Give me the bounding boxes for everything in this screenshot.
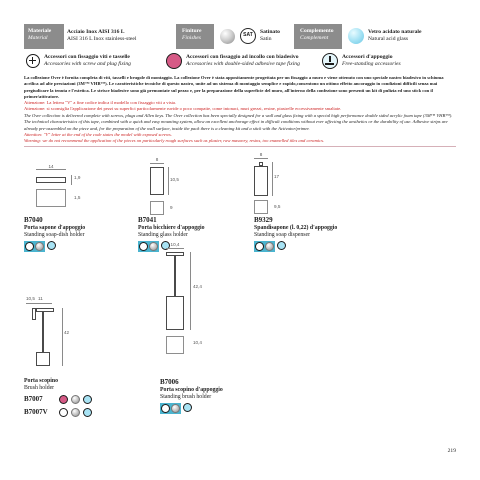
complement-panel [342, 24, 456, 49]
product-code: B7041 [138, 216, 157, 224]
description-it: La collezione Over è fornita completa di viti, tasselli e brugole di montaggio. La collezione Over è stata appositamente progettata per un fissaggio a muro e viene ottenuto con uno speciale nastro biadesivo in schiuma acrilica ad alte prestazioni (3M™ VHB™). Le caratteristiche tecniche di questo nastro, unite ad un sistema di montaggio semplice e rapido,consentono un ottimo effetto ancoraggio in condizioni difficili senza mai pregiudicare la tenuta e l'estetica. Le strisce biadesive sono già premontate sul pezzo e, per la preparazione della superficie del muro, all'interno della confezione sono presenti un kit di pulizia ed uno stick con il primer/attivatore. [24, 75, 444, 99]
product-b7007 [24, 395, 134, 404]
soap-dish-profile [36, 177, 66, 183]
product-name-en: Standing glass holder [138, 232, 188, 238]
chrome-swatch-icon [71, 395, 80, 404]
adhesive-icon [59, 395, 68, 404]
free-standing-icon [322, 53, 338, 69]
dim-line-width [254, 158, 268, 159]
product-badges [24, 241, 134, 252]
product-name: Porta bicchiere d'appoggio [138, 225, 205, 231]
material-label-it: Materiale [28, 28, 52, 34]
product-name-en: Brush holder [24, 385, 55, 391]
product-code: B9329 [254, 216, 273, 224]
glass-swatch-icon [183, 403, 192, 412]
glass-holder-profile [150, 167, 164, 195]
dim-width-label: 14 [48, 164, 54, 169]
screw-fixing-icon [26, 54, 40, 68]
drawing-b7041 [150, 155, 250, 215]
mounting-adhesive-title: Accessori con fissaggio ad incollo con biadesivo [186, 54, 299, 60]
complement-label [300, 28, 334, 42]
dim-height-label: 1,9 [74, 175, 81, 180]
glass-swatch-icon [47, 241, 56, 250]
glass-swatch-icon [83, 395, 92, 404]
product-name: Porta scopino d'appoggio [160, 387, 223, 393]
product-code: B7007 [24, 395, 43, 403]
dim-width-label: 10,5 [26, 296, 35, 301]
product-b7006 [160, 378, 290, 414]
complement-text [368, 29, 421, 43]
product-code-row [24, 408, 134, 417]
mounting-legend [24, 53, 456, 69]
complement-label-en: Complement [300, 35, 329, 41]
dispenser-top-view [254, 200, 268, 214]
finish-label [182, 28, 201, 42]
dim-height-label: 42,4 [193, 284, 202, 289]
dim-width-label: 8 [155, 157, 159, 162]
product-badges [254, 241, 384, 252]
finish-badge-group [138, 241, 159, 252]
chrome-swatch-icon [171, 404, 180, 413]
product-name-en: Standing brush holder [160, 394, 212, 400]
complement-label-it: Complemento [300, 28, 334, 34]
material-text-en: AISI 316 L Inox stainless-steel [67, 36, 137, 42]
mounting-screw-text [44, 54, 131, 68]
free-standing-icon [25, 242, 34, 251]
glass-swatch-icon [348, 28, 364, 44]
finish-badge-group [160, 403, 181, 414]
note-en: Attention: "V" letter at the end of the code states the model with exposed screws. [24, 132, 172, 137]
product-badges [160, 403, 290, 414]
dim-depth-label: 10,4 [193, 340, 202, 345]
drawing-b9329 [254, 150, 354, 215]
chrome-swatch-icon [265, 242, 274, 251]
brush-cup [36, 352, 50, 366]
mounting-adhesive-text [186, 54, 300, 68]
dim-width-label: 8 [259, 152, 263, 157]
brush-handle [174, 256, 176, 296]
product-code: B7006 [160, 378, 179, 386]
warning-en: Warning: we do not recommend the application of the pieces on particularly rough surfaces such as plaster, raw masonry, resins, too enamelled tiles and ceramics. [24, 138, 325, 143]
bracket-arm [36, 308, 54, 312]
brush-holder-top-view [166, 336, 184, 354]
finish-label-en: Finishes [182, 35, 201, 41]
finish-panel [214, 24, 294, 49]
product-name: Porta scopino [24, 378, 58, 384]
material-text [67, 29, 136, 43]
spec-header-bar [24, 24, 456, 49]
brush-handle [42, 312, 44, 352]
product-b7040 [24, 216, 134, 252]
mounting-adhesive-title-en: Accessories with double-sided adhesive tape fixing [186, 61, 300, 67]
dim-depth-label: 1,5 [74, 195, 81, 200]
free-standing-icon [139, 242, 148, 251]
product-brush-holder [24, 378, 134, 392]
finish-badge-group [24, 241, 45, 252]
complement-text-it: Vetro acidato naturale [368, 29, 422, 35]
note-it: Attenzione: La lettera "V" a fine codice indica il modello con fissaggio viti a vista. [24, 100, 177, 105]
satin-badge-icon: SAT [240, 28, 256, 44]
product-name: Spandisapone (l. 0,22) d'appoggio [254, 225, 338, 231]
divider [24, 146, 456, 147]
material-panel [64, 24, 176, 49]
glass-swatch-icon [277, 241, 286, 250]
page-number: 219 [447, 448, 456, 454]
dim-line-height [168, 167, 169, 195]
dim-line-height [190, 252, 191, 330]
mounting-free-title: Accessori d'appoggio [342, 54, 393, 60]
drawing-b7007 [24, 290, 124, 375]
dim-width-label: 10,4 [170, 242, 180, 247]
screw-fixing-icon [59, 408, 68, 417]
free-standing-icon [161, 404, 170, 413]
dim-line-height [71, 175, 72, 185]
finish-text-en: Satin [260, 36, 272, 42]
mounting-free-title-en: Free-standing accessories [342, 61, 401, 67]
product-name: Porta sapone d'appoggio [24, 225, 86, 231]
drawing-b7006 [160, 240, 260, 360]
chrome-swatch-icon [220, 29, 235, 44]
finish-text [260, 29, 280, 43]
product-b7007v [24, 408, 134, 417]
product-code: B7040 [24, 216, 43, 224]
brush-holder-body [166, 296, 184, 330]
glass-holder-top-view [150, 201, 164, 215]
dim-depth-label: 9 [170, 205, 173, 210]
glass-swatch-icon [83, 408, 92, 417]
product-code-row [24, 395, 134, 404]
chrome-swatch-icon [35, 242, 44, 251]
drawing-b7040 [24, 155, 124, 215]
product-name-en: Standing soap-dish holder [24, 232, 85, 238]
mounting-screw-title-en: Accessories with screw and plug fixing [44, 61, 131, 67]
chrome-swatch-icon [149, 242, 158, 251]
dim-line-height [272, 162, 273, 196]
warning-it: Attenzione: si sconsiglia l'applicazione dei pezzi su superfici particolarmente ruvide o poco compatte, come intonaci, muri grezzi, resine, piastrelle eccessivamente smaltate. [24, 106, 342, 111]
dim-line-width [26, 303, 52, 304]
product-code: B7007V [24, 408, 48, 416]
dispenser-profile [254, 166, 268, 196]
mounting-free-text [342, 54, 401, 68]
chrome-swatch-icon [71, 408, 80, 417]
material-text-it: Acciaio Inox AISI 316 L [67, 29, 125, 35]
dim-line-width [166, 248, 184, 249]
product-b9329 [254, 216, 384, 252]
dim-depth-label: 11 [38, 296, 43, 301]
complement-text-en: Natural acid glass [368, 36, 409, 42]
mounting-screw-title: Accessori con fissaggio viti e tasselle [44, 54, 130, 60]
dim-height-label: 10,5 [170, 177, 179, 182]
adhesive-icon [166, 53, 182, 69]
product-name-en: Standing soap dispenser [254, 232, 311, 238]
dim-line-width [36, 169, 66, 170]
description-en: The Over collection is delivered complete with screws, plugs and Allen keys. The Over collection has been specially designed for a wall and glass fixing with a special high performance double sided acrylic foam tape (3M™ VHB™). The technical characteristics of this tape, combined with a quick and easy mounting system, allow an excellent anchorage effect in difficult conditions without ever affecting the aesthetics or the durability of use. Adhesive strips are already pre-assembled on the piece and, for the preparation of the wall surface, inside the pack there is a cleaning kit and a stick with the Activator/primer. [24, 113, 453, 131]
dim-line-height [62, 308, 63, 366]
dim-depth-label: 9,5 [274, 204, 281, 209]
finish-label-it: Finiture [182, 28, 202, 34]
dim-height-label: 17 [274, 174, 280, 179]
dim-height-label: 42 [64, 330, 70, 335]
dim-line-width [150, 163, 164, 164]
material-label [28, 28, 51, 42]
material-label-en: Material [28, 35, 48, 41]
finish-text-it: Satinato [260, 29, 280, 35]
soap-dish-top-view [36, 189, 66, 207]
